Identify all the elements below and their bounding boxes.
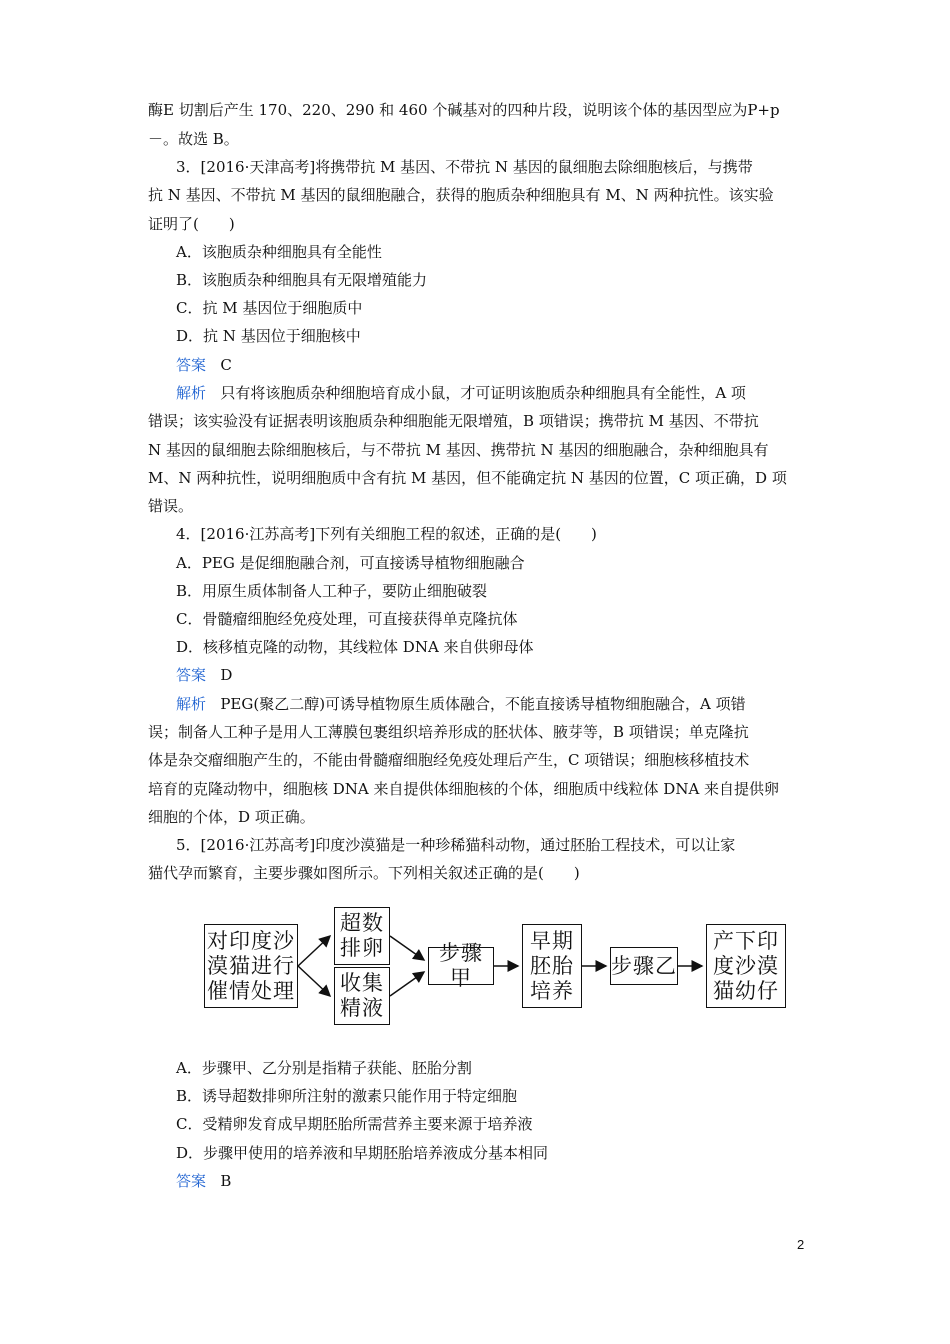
arrow-superovulation-to-step-a [390, 936, 424, 960]
q3-option-c: C．抗 M 基因位于细胞质中 [176, 299, 363, 317]
box-text: 收集 [340, 971, 384, 995]
answer-label: 答案 [176, 666, 207, 684]
box-text: 超数 [340, 911, 384, 935]
q3-analysis-line: 错误。 [148, 497, 194, 515]
q5-stem: 猫代孕而繁育，主要步骤如图所示。下列相关叙述正确的是( ) [148, 864, 580, 882]
q3-analysis-line: 错误；该实验没有证据表明该胞质杂种细胞能无限增殖，B 项错误；携带抗 M 基因、不带抗 [148, 412, 759, 430]
q3-option-a: A．该胞质杂种细胞具有全能性 [176, 243, 382, 261]
q3-option-d: D．抗 N 基因位于细胞核中 [176, 327, 361, 345]
q4-analysis-line: 细胞的个体，D 项正确。 [148, 808, 315, 826]
q5-answer [176, 1171, 841, 1191]
answer-label: 答案 [176, 356, 207, 374]
q4-analysis-line: 误；制备人工种子是用人工薄膜包裹组织培养形成的胚状体、腋芽等，B 项错误；单克隆抗 [148, 723, 749, 741]
analysis-text: PEG(聚乙二醇)可诱导植物原生质体融合，不能直接诱导植物细胞融合，A 项错 [220, 695, 746, 713]
q3-option-b: B．该胞质杂种细胞具有无限增殖能力 [176, 271, 428, 289]
box-text: 对印度沙 [207, 928, 295, 953]
analysis-label: 解析 [176, 384, 207, 402]
box-text: 度沙漠 [713, 953, 779, 978]
box-step-b: 步骤乙 [610, 947, 678, 985]
flow-diagram [188, 887, 794, 1045]
intro-line: －。故选 B。 [148, 130, 239, 148]
q5-option-b: B．诱导超数排卵所注射的激素只能作用于特定细胞 [176, 1087, 518, 1105]
q5-option-c: C．受精卵发育成早期胚胎所需营养主要来源于培养液 [176, 1115, 533, 1133]
q4-option-b: B．用原生质体制备人工种子，要防止细胞破裂 [176, 582, 488, 600]
arrow-to-collect-semen [298, 966, 330, 996]
q3-stem: 证明了( ) [148, 215, 235, 233]
box-collect-semen [334, 967, 390, 1025]
q5-option-d: D．步骤甲使用的培养液和早期胚胎培养液成分基本相同 [176, 1144, 549, 1162]
intro-line: 酶E 切割后产生 170、220、290 和 460 个碱基对的四种片段，说明该个体的基因型应为P+p [148, 101, 780, 119]
box-text: 精液 [340, 996, 384, 1020]
q4-option-d: D．核移植克隆的动物，其线粒体 DNA 来自供卵母体 [176, 638, 534, 656]
box-text: 漠猫进行 [207, 953, 295, 978]
analysis-label: 解析 [176, 695, 207, 713]
box-text: 早期 [530, 928, 574, 953]
box-estrus-treatment [204, 924, 298, 1008]
q3-answer [176, 355, 841, 375]
answer-value: D [220, 666, 233, 684]
q4-option-a: A．PEG 是促细胞融合剂，可直接诱导植物细胞融合 [176, 554, 525, 572]
q5-option-a: A．步骤甲、乙分别是指精子获能、胚胎分割 [176, 1059, 472, 1077]
q4-analysis [176, 694, 841, 714]
page-number: 2 [797, 1237, 805, 1252]
q4-option-c: C．骨髓瘤细胞经免疫处理，可直接获得单克隆抗体 [176, 610, 518, 628]
box-text: 产下印 [713, 928, 779, 953]
q3-analysis-line: N 基因的鼠细胞去除细胞核后，与不带抗 M 基因、携带抗 N 基因的细胞融合，杂种细胞具有 [148, 441, 769, 459]
q4-analysis-line: 培育的克隆动物中，细胞核 DNA 来自提供体细胞核的个体，细胞质中线粒体 DNA 来自提供卵 [148, 780, 780, 798]
q3-analysis [176, 383, 841, 403]
answer-value: C [220, 356, 232, 374]
box-early-embryo-culture [522, 924, 582, 1008]
box-step-a: 步骤甲 [428, 947, 494, 985]
arrow-semen-to-step-a [390, 972, 424, 996]
arrow-to-superovulation [298, 936, 330, 966]
q3-stem: 3．[2016·天津高考]将携带抗 M 基因、不带抗 N 基因的鼠细胞去除细胞核后，与携带 [176, 158, 753, 176]
q4-answer [176, 665, 841, 685]
box-text: 排卵 [340, 936, 384, 960]
box-kitten-birth [706, 924, 786, 1008]
answer-value: B [220, 1172, 232, 1190]
analysis-text: 只有将该胞质杂种细胞培育成小鼠，才可证明该胞质杂种细胞具有全能性，A 项 [220, 384, 746, 402]
box-text: 催情处理 [207, 978, 295, 1003]
q4-stem: 4．[2016·江苏高考]下列有关细胞工程的叙述，正确的是( ) [176, 525, 597, 543]
answer-label: 答案 [176, 1172, 207, 1190]
q3-stem: 抗 N 基因、不带抗 M 基因的鼠细胞融合，获得的胞质杂种细胞具有 M、N 两种抗性。该实验 [148, 186, 774, 204]
box-text: 培养 [530, 978, 574, 1003]
q5-stem: 5．[2016·江苏高考]印度沙漠猫是一种珍稀猫科动物，通过胚胎工程技术，可以让家 [176, 836, 736, 854]
box-text: 猫幼仔 [713, 978, 779, 1003]
box-superovulation [334, 907, 390, 965]
q4-analysis-line: 体是杂交瘤细胞产生的，不能由骨髓瘤细胞经免疫处理后产生，C 项错误；细胞核移植技术 [148, 751, 750, 769]
q3-analysis-line: M、N 两种抗性，说明细胞质中含有抗 M 基因，但不能确定抗 N 基因的位置，C 项正确，D 项 [148, 469, 787, 487]
box-text: 胚胎 [530, 953, 574, 978]
